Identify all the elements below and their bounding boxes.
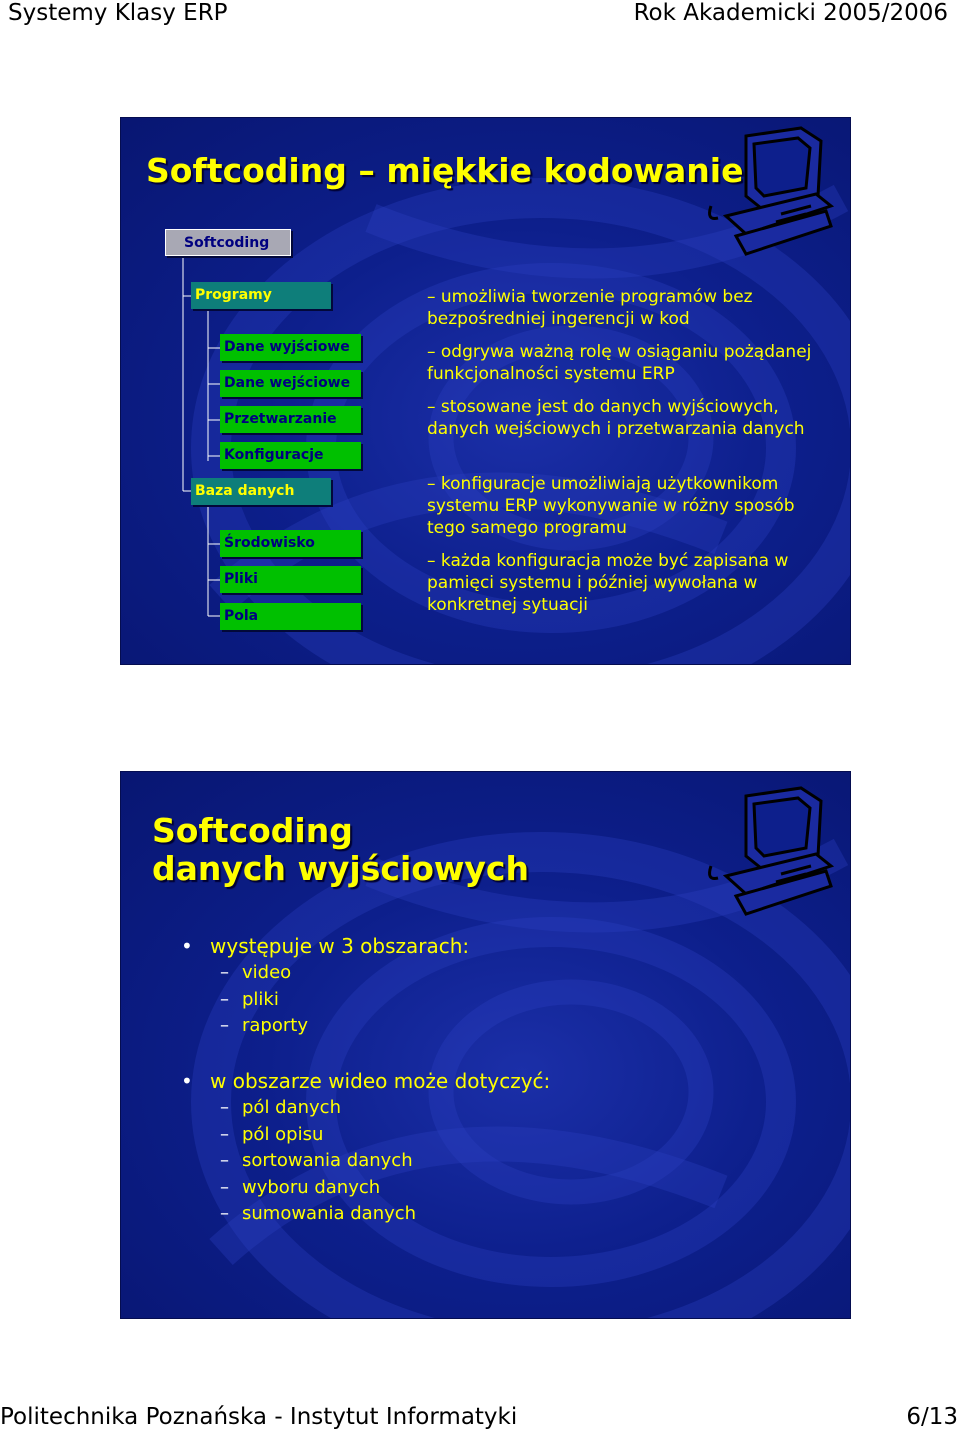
description-5 (427, 550, 837, 616)
header-course-title: Systemy Klasy ERP (8, 0, 228, 26)
bullet-item: • w obszarze wideo może dotyczyć: (181, 1068, 550, 1095)
description-text: – stosowane jest do danych wyjściowych, danych wejściowych i przetwarzania danych (427, 397, 805, 439)
description-3 (427, 396, 837, 440)
slide2-title-line2: danych wyjściowych (152, 849, 529, 888)
page-number: 6/13 (906, 1404, 958, 1430)
bullet-group-2 (181, 1068, 550, 1228)
page-header (0, 0, 960, 30)
sub-item: – wyboru danych (181, 1175, 550, 1202)
tree-node-konfiguracje: Konfiguracje (220, 442, 361, 469)
footer-institution: Politechnika Poznańska - Instytut Informatyki (0, 1404, 518, 1430)
tree-node-dane-wejsciowe: Dane wejściowe (220, 370, 361, 397)
bullet-item: • występuje w 3 obszarach: (181, 933, 469, 960)
header-academic-year: Rok Akademicki 2005/2006 (633, 0, 948, 26)
description-text: – odgrywa ważną rolę w osiąganiu pożądanej funkcjonalności systemu ERP (427, 342, 812, 384)
tree-node-srodowisko: Środowisko (220, 530, 361, 557)
slide-softcoding-output (120, 771, 851, 1319)
tree-node-przetwarzanie: Przetwarzanie (220, 406, 361, 433)
tree-node-softcoding: Softcoding (165, 229, 291, 256)
slide-softcoding (120, 117, 851, 665)
bullet-group-1 (181, 933, 469, 1040)
description-text: – umożliwia tworzenie programów bez bezpośredniej ingerencji w kod (427, 287, 753, 329)
description-4 (427, 473, 837, 539)
description-2 (427, 341, 837, 385)
tree-node-baza-danych: Baza danych (191, 478, 331, 505)
description-text: – każda konfiguracja może być zapisana w pamięci systemu i później wywołana w konkretnej sytuacji (427, 551, 789, 615)
description-1 (427, 286, 837, 330)
tree-node-pola: Pola (220, 603, 361, 630)
sub-item: – sortowania danych (181, 1148, 550, 1175)
slide1-title: Softcoding – miękkie kodowanie (146, 151, 744, 190)
slide2-title-line1: Softcoding (152, 811, 353, 850)
description-text: – konfiguracje umożliwiają użytkownikom systemu ERP wykonywanie w różny sposób tego samego programu (427, 474, 795, 538)
sub-item: – pól opisu (181, 1122, 550, 1149)
sub-item: – sumowania danych (181, 1201, 550, 1228)
tree-node-programy: Programy (191, 282, 331, 309)
sub-item: – raporty (181, 1013, 469, 1040)
page-footer (0, 1404, 960, 1433)
slide2-title (152, 812, 529, 888)
sub-item: – pól danych (181, 1095, 550, 1122)
tree-node-dane-wyjsciowe: Dane wyjściowe (220, 334, 361, 361)
sub-item: – pliki (181, 987, 469, 1014)
computer-icon (706, 786, 836, 926)
sub-item: – video (181, 960, 469, 987)
tree-node-pliki: Pliki (220, 566, 361, 593)
